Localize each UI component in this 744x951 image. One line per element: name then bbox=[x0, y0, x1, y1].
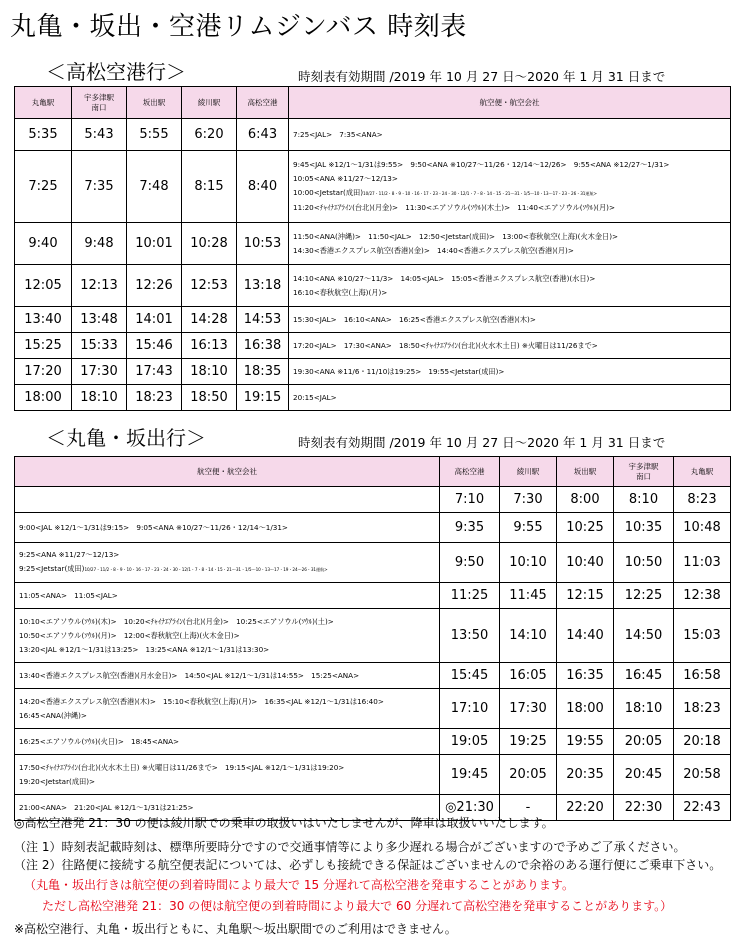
time-cell: 14:53 bbox=[237, 307, 289, 333]
time-cell: 8:15 bbox=[182, 151, 237, 223]
time-cell: 16:45 bbox=[614, 663, 674, 689]
flight-line: 17:20<JAL> 17:30<ANA> 18:50<ﾁｬｲﾅｴｱﾗｲﾝ(台北)(火水木土日) ※火曜日は11/26まで> bbox=[293, 340, 598, 350]
time-cell: 8:23 bbox=[674, 487, 731, 513]
time-cell: 10:28 bbox=[182, 223, 237, 265]
column-header: 綾川駅 bbox=[500, 457, 557, 487]
flight-line: 10:05<ANA ※11/27～12/13> bbox=[293, 174, 398, 183]
time-cell: 14:50 bbox=[614, 609, 674, 663]
time-cell: 7:30 bbox=[500, 487, 557, 513]
flights-cell bbox=[289, 359, 731, 385]
flight-line: 21:00<ANA> 21:20<JAL ※12/1～1/31は21:25> bbox=[19, 802, 194, 812]
time-cell: 15:33 bbox=[72, 333, 127, 359]
time-cell: 20:05 bbox=[614, 729, 674, 755]
time-cell: 18:23 bbox=[127, 385, 182, 411]
time-cell: 7:35 bbox=[72, 151, 127, 223]
column-header: 高松空港 bbox=[440, 457, 500, 487]
time-cell: 5:55 bbox=[127, 119, 182, 151]
time-cell: 16:05 bbox=[500, 663, 557, 689]
flight-line: 16:25<エアソウル(ｿｳﾙ)(火日)> 18:45<ANA> bbox=[19, 736, 180, 746]
time-cell: 13:48 bbox=[72, 307, 127, 333]
table-row bbox=[15, 689, 731, 729]
table-row bbox=[15, 487, 731, 513]
time-cell: 9:35 bbox=[440, 513, 500, 543]
flight-line: 11:05<ANA> 11:05<JAL> bbox=[19, 590, 118, 600]
column-header: 丸亀駅 bbox=[674, 457, 731, 487]
time-cell: 9:48 bbox=[72, 223, 127, 265]
flight-line: 17:50<ﾁｬｲﾅｴｱﾗｲﾝ(台北)(火水木土日) ※火曜日は11/26まで> 19:15<JAL ※12/1～1/31は19:20> bbox=[19, 762, 345, 772]
from-airport-heading: ＜丸亀・坂出行＞ bbox=[46, 426, 206, 450]
flights-cell bbox=[289, 385, 731, 411]
time-cell: 8:00 bbox=[557, 487, 614, 513]
flight-line-dates: 10/27・11/2・8・9・10・16・17・23・24・30・12/1・7・8・14・15・21～31・1/5～10・13～17・23・26・31運航> bbox=[363, 191, 597, 196]
table-row bbox=[15, 119, 731, 151]
time-cell: 8:10 bbox=[614, 487, 674, 513]
time-cell: 14:01 bbox=[127, 307, 182, 333]
flight-line: 19:30<ANA ※11/6・11/10は19:25> 19:55<Jetstar(成田)> bbox=[293, 366, 505, 376]
flight-line: 10:50<エアソウル(ｿｳﾙ)(月)> 12:00<春秋航空(上海)(火木金日)> bbox=[19, 630, 240, 640]
flight-line: 20:15<JAL> bbox=[293, 392, 337, 402]
flight-line: 11:20<ﾁｬｲﾅｴｱﾗｲﾝ(台北)(月金)> 11:30<エアソウル(ｿｳﾙ)(木土)> 11:40<エアソウル(ｿｳﾙ)(月)> bbox=[293, 203, 615, 212]
time-cell: 17:20 bbox=[15, 359, 72, 385]
table-row bbox=[15, 385, 731, 411]
time-cell: 18:00 bbox=[557, 689, 614, 729]
time-cell: 18:50 bbox=[182, 385, 237, 411]
column-header: 坂出駅 bbox=[127, 87, 182, 119]
time-cell: 19:25 bbox=[500, 729, 557, 755]
time-cell: 10:53 bbox=[237, 223, 289, 265]
time-cell: 17:10 bbox=[440, 689, 500, 729]
flights-cell bbox=[15, 729, 440, 755]
time-cell: 20:18 bbox=[674, 729, 731, 755]
flights-cell bbox=[289, 151, 731, 223]
flight-line: 15:30<JAL> 16:10<ANA> 16:25<香港エクスプレス航空(香港)(木)> bbox=[293, 314, 536, 324]
time-cell: 13:40 bbox=[15, 307, 72, 333]
time-cell: 12:13 bbox=[72, 265, 127, 307]
flight-line: 13:40<香港エクスプレス航空(香港)(月水金日)> 14:50<JAL ※12/1～1/31は14:55> 15:25<ANA> bbox=[19, 670, 360, 680]
flight-line: 9:00<JAL ※12/1～1/31は9:15> 9:05<ANA ※10/27～11/26・12/14～1/31> bbox=[19, 522, 288, 532]
time-cell: 10:48 bbox=[674, 513, 731, 543]
flight-line: 14:10<ANA ※10/27～11/3> 14:05<JAL> 15:05<香港エクスプレス航空(香港)(水日)> bbox=[293, 273, 596, 283]
time-cell: 17:30 bbox=[500, 689, 557, 729]
time-cell: 11:45 bbox=[500, 583, 557, 609]
time-cell: 19:55 bbox=[557, 729, 614, 755]
time-cell: 15:25 bbox=[15, 333, 72, 359]
time-cell: 15:45 bbox=[440, 663, 500, 689]
flights-cell bbox=[15, 689, 440, 729]
flights-cell bbox=[15, 513, 440, 543]
time-cell: 7:10 bbox=[440, 487, 500, 513]
table-row bbox=[15, 265, 731, 307]
time-cell: 18:23 bbox=[674, 689, 731, 729]
column-header: 航空便・航空会社 bbox=[289, 87, 731, 119]
time-cell: - bbox=[500, 795, 557, 821]
time-cell: 18:10 bbox=[614, 689, 674, 729]
time-cell: 19:15 bbox=[237, 385, 289, 411]
note-line: （注 1）時刻表記載時刻は、標準所要時分ですので交通事情等により多少遅れる場合がございますので予めご了承ください。 bbox=[14, 840, 686, 854]
flight-line: 9:45<JAL ※12/1～1/31は9:55> 9:50<ANA ※10/27～11/26・12/14～12/26> 9:55<ANA ※12/27～1/31> bbox=[293, 160, 670, 169]
time-cell: 7:48 bbox=[127, 151, 182, 223]
time-cell: 20:45 bbox=[614, 755, 674, 795]
flight-line: 13:20<JAL ※12/1～1/31は13:25> 13:25<ANA ※12/1～1/31は13:30> bbox=[19, 644, 270, 654]
from-airport-table bbox=[14, 456, 731, 821]
time-cell: 16:35 bbox=[557, 663, 614, 689]
column-header: 坂出駅 bbox=[557, 457, 614, 487]
time-cell: 22:43 bbox=[674, 795, 731, 821]
flights-cell bbox=[15, 583, 440, 609]
to-airport-table bbox=[14, 86, 731, 411]
table-row bbox=[15, 359, 731, 385]
time-cell: 20:58 bbox=[674, 755, 731, 795]
time-cell: 16:58 bbox=[674, 663, 731, 689]
time-cell: 12:05 bbox=[15, 265, 72, 307]
time-cell: 13:18 bbox=[237, 265, 289, 307]
time-cell: 17:30 bbox=[72, 359, 127, 385]
flight-line-dates: 10/27・11/2・8・9・10・16・17・23・24・30・12/1・7・8・14・15・21～31・1/5～10・13～17・19・24～26・31運航> bbox=[84, 567, 328, 572]
time-cell: 16:13 bbox=[182, 333, 237, 359]
table-row bbox=[15, 609, 731, 663]
flights-cell bbox=[289, 307, 731, 333]
time-cell: 14:28 bbox=[182, 307, 237, 333]
note-line: （丸亀・坂出行きは航空便の到着時間により最大で 15 分遅れて高松空港を発車することがあります。 bbox=[24, 878, 574, 892]
time-cell: 18:35 bbox=[237, 359, 289, 385]
flight-line-text: 10:00<Jetstar(成田) bbox=[293, 188, 364, 197]
flights-cell bbox=[289, 265, 731, 307]
table-row bbox=[15, 333, 731, 359]
column-header: 宇多津駅 南口 bbox=[614, 457, 674, 487]
time-cell: 12:38 bbox=[674, 583, 731, 609]
time-cell: 12:26 bbox=[127, 265, 182, 307]
time-cell: 20:05 bbox=[500, 755, 557, 795]
time-cell: 16:38 bbox=[237, 333, 289, 359]
table-row bbox=[15, 729, 731, 755]
flights-cell bbox=[289, 119, 731, 151]
flights-cell bbox=[289, 223, 731, 265]
time-cell: 5:43 bbox=[72, 119, 127, 151]
note-line: （注 2）往路便に接続する航空便表記については、必ずしも接続できる保証はございませんので余裕のある運行便にご乗車下さい。 bbox=[14, 858, 722, 872]
table-row bbox=[15, 151, 731, 223]
flights-cell bbox=[15, 663, 440, 689]
flight-line-text: 9:25<Jetstar(成田) bbox=[19, 564, 85, 573]
flight-line bbox=[293, 186, 730, 201]
time-cell: 13:50 bbox=[440, 609, 500, 663]
note-line: ※高松空港行、丸亀・坂出行ともに、丸亀駅～坂出駅間でのご利用はできません。 bbox=[14, 922, 457, 936]
flights-cell bbox=[15, 609, 440, 663]
note-line: ただし高松空港発 21：30 の便は航空便の到着時間により最大で 60 分遅れて高松空港を発車することがあります。） bbox=[42, 899, 673, 913]
table-row bbox=[15, 223, 731, 265]
time-cell: 18:10 bbox=[72, 385, 127, 411]
column-header: 高松空港 bbox=[237, 87, 289, 119]
column-header: 丸亀駅 bbox=[15, 87, 72, 119]
to-airport-heading: ＜高松空港行＞ bbox=[46, 60, 186, 84]
time-cell: 10:40 bbox=[557, 543, 614, 583]
time-cell: 5:35 bbox=[15, 119, 72, 151]
time-cell: 15:03 bbox=[674, 609, 731, 663]
flight-line: 14:20<香港エクスプレス航空(香港)(木)> 15:10<春秋航空(上海)(月)> 16:35<JAL ※12/1～1/31は16:40> bbox=[19, 696, 384, 706]
time-cell: 11:25 bbox=[440, 583, 500, 609]
from-airport-validity: 時刻表有効期間 /2019 年 10 月 27 日～2020 年 1 月 31 日まで bbox=[298, 435, 666, 450]
time-cell: 20:35 bbox=[557, 755, 614, 795]
time-cell: 9:50 bbox=[440, 543, 500, 583]
time-cell: 14:40 bbox=[557, 609, 614, 663]
time-cell: 8:40 bbox=[237, 151, 289, 223]
time-cell: 14:10 bbox=[500, 609, 557, 663]
column-header: 宇多津駅 南口 bbox=[72, 87, 127, 119]
time-cell: 12:53 bbox=[182, 265, 237, 307]
time-cell: 10:01 bbox=[127, 223, 182, 265]
time-cell: ◎21:30 bbox=[440, 795, 500, 821]
flights-cell bbox=[289, 333, 731, 359]
column-header: 航空便・航空会社 bbox=[15, 457, 440, 487]
time-cell: 6:20 bbox=[182, 119, 237, 151]
time-cell: 10:50 bbox=[614, 543, 674, 583]
time-cell: 7:25 bbox=[15, 151, 72, 223]
flight-line: 19:20<Jetstar(成田)> bbox=[19, 776, 96, 786]
time-cell: 18:10 bbox=[182, 359, 237, 385]
time-cell: 22:20 bbox=[557, 795, 614, 821]
flights-cell bbox=[15, 487, 440, 513]
time-cell: 17:43 bbox=[127, 359, 182, 385]
flight-line: 9:25<ANA ※11/27～12/13> bbox=[19, 550, 120, 559]
table-row bbox=[15, 543, 731, 583]
note-line: ◎高松空港発 21：30 の便は綾川駅での乗車の取扱いはいたしませんが、降車は取扱いいたします。 bbox=[14, 816, 554, 830]
time-cell: 10:35 bbox=[614, 513, 674, 543]
time-cell: 19:05 bbox=[440, 729, 500, 755]
flight-line: 14:30<香港エクスプレス航空(香港)(金)> 14:40<香港エクスプレス航空(香港)(月)> bbox=[293, 245, 574, 255]
time-cell: 11:03 bbox=[674, 543, 731, 583]
time-cell: 18:00 bbox=[15, 385, 72, 411]
table-row bbox=[15, 755, 731, 795]
flight-line: 10:10<エアソウル(ｿｳﾙ)(木)> 10:20<ﾁｬｲﾅｴｱﾗｲﾝ(台北)(月金)> 10:25<エアソウル(ｿｳﾙ)(土)> bbox=[19, 616, 334, 626]
to-airport-validity: 時刻表有効期間 /2019 年 10 月 27 日～2020 年 1 月 31 日まで bbox=[298, 69, 666, 84]
time-cell: 19:45 bbox=[440, 755, 500, 795]
time-cell: 6:43 bbox=[237, 119, 289, 151]
flight-line: 16:10<春秋航空(上海)(月)> bbox=[293, 287, 388, 297]
flight-line bbox=[19, 562, 439, 577]
page-title: 丸亀・坂出・空港リムジンバス 時刻表 bbox=[10, 12, 467, 42]
time-cell: 15:46 bbox=[127, 333, 182, 359]
time-cell: 9:55 bbox=[500, 513, 557, 543]
flight-line: 16:45<ANA(沖縄)> bbox=[19, 710, 87, 720]
flights-cell bbox=[15, 755, 440, 795]
time-cell: 10:25 bbox=[557, 513, 614, 543]
flights-cell bbox=[15, 543, 440, 583]
time-cell: 9:40 bbox=[15, 223, 72, 265]
flight-line: 7:25<JAL> 7:35<ANA> bbox=[293, 129, 383, 139]
column-header: 綾川駅 bbox=[182, 87, 237, 119]
time-cell: 12:25 bbox=[614, 583, 674, 609]
table-row bbox=[15, 583, 731, 609]
table-row bbox=[15, 513, 731, 543]
table-row bbox=[15, 663, 731, 689]
table-row bbox=[15, 307, 731, 333]
time-cell: 22:30 bbox=[614, 795, 674, 821]
flight-line: 11:50<ANA(沖縄)> 11:50<JAL> 12:50<Jetstar(成田)> 13:00<春秋航空(上海)(火木金日)> bbox=[293, 231, 619, 241]
time-cell: 10:10 bbox=[500, 543, 557, 583]
time-cell: 12:15 bbox=[557, 583, 614, 609]
